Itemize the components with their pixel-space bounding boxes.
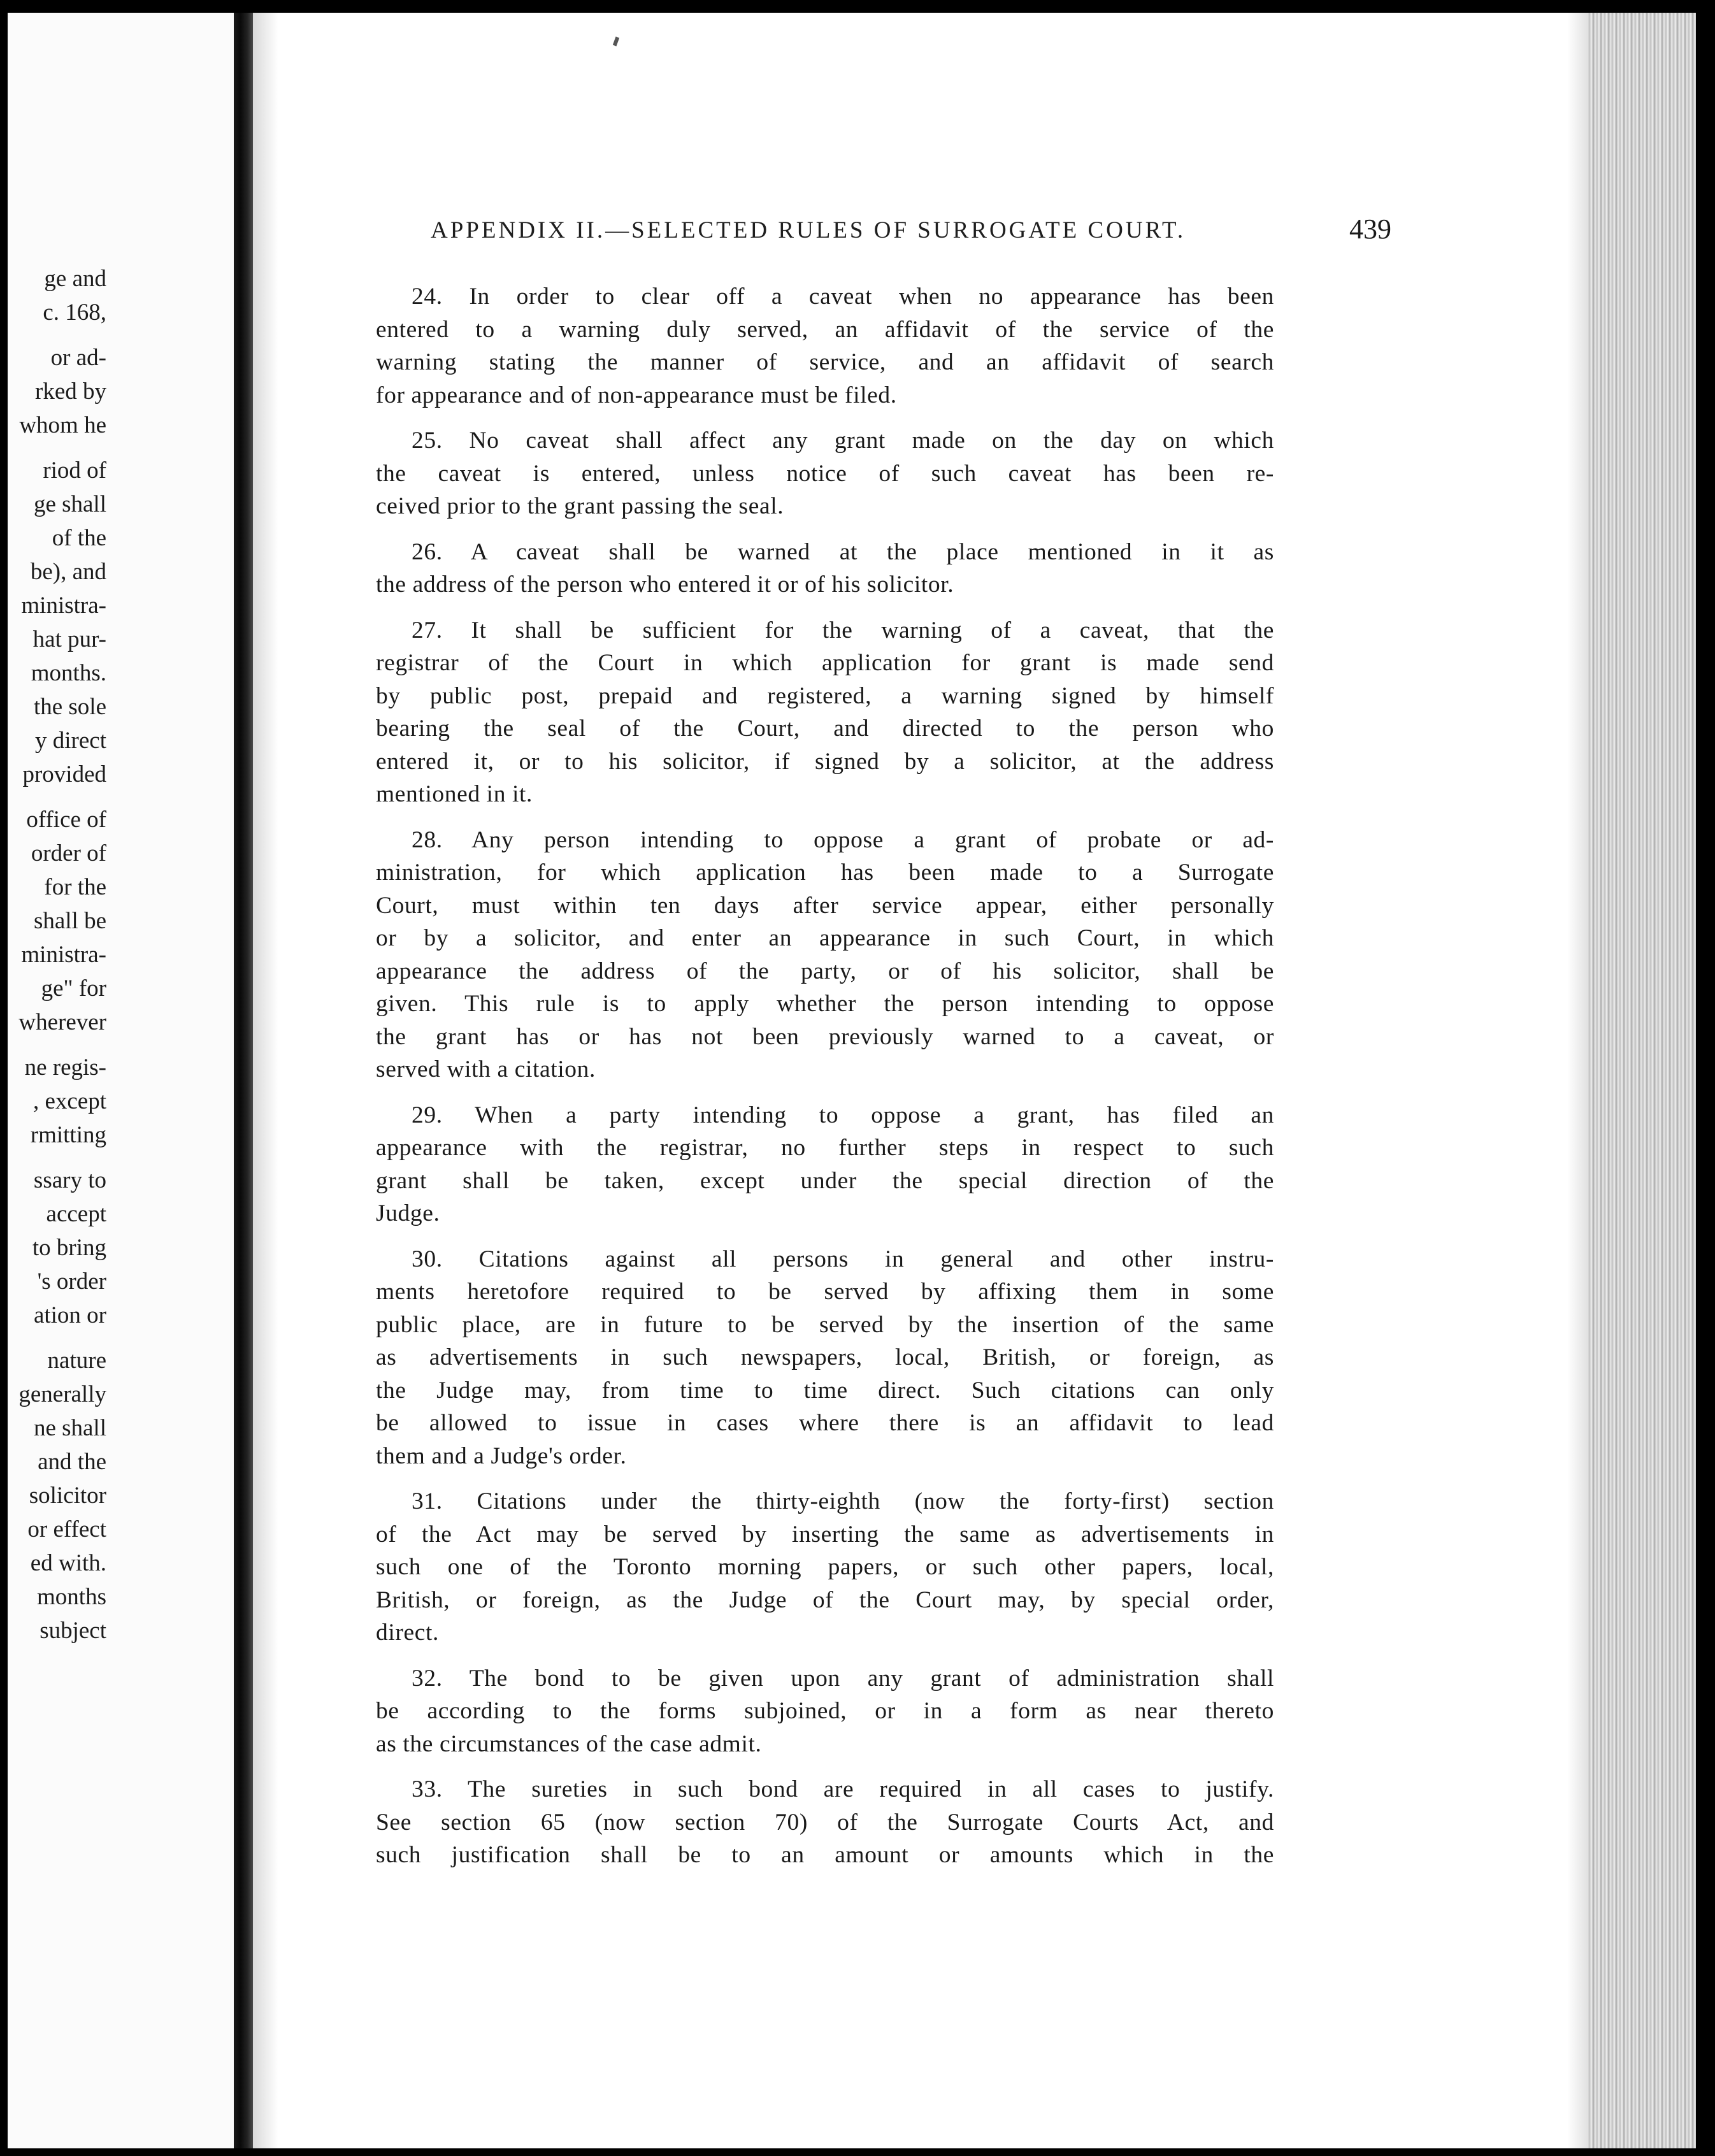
facing-page-fragment: order of	[31, 840, 106, 866]
text-line: the grant has or has not been previously warned to a caveat, or	[376, 1023, 1274, 1050]
text-line: them and a Judge's order.	[376, 1442, 627, 1469]
facing-page-fragment: or ad-	[50, 345, 106, 371]
text-line: 27. It shall be sufficient for the warning of a caveat, that the	[412, 617, 1274, 643]
facing-page-fragment: ed with.	[30, 1550, 106, 1576]
facing-page-fragment: y direct	[35, 728, 106, 754]
text-line: grant shall be taken, except under the special direction of the	[376, 1167, 1274, 1194]
facing-page-fragment: and the	[38, 1449, 106, 1475]
text-line: such one of the Toronto morning papers, or such other papers, local,	[376, 1554, 1274, 1580]
facing-page-fragment: whom he	[19, 412, 106, 438]
text-line: be allowed to issue in cases where there is an affidavit to lead	[376, 1410, 1274, 1436]
facing-page-fragment: of the	[52, 525, 106, 551]
text-line: British, or foreign, as the Judge of the Court may, by special order,	[376, 1586, 1274, 1613]
paragraph-rule-33	[376, 1773, 1274, 1872]
facing-page-fragment: accept	[46, 1201, 106, 1227]
paragraph-rule-24	[376, 280, 1274, 412]
facing-page-fragment: ge" for	[41, 975, 106, 1002]
facing-page-fragment: wherever	[18, 1009, 106, 1035]
facing-page-fragment: provided	[22, 761, 106, 787]
facing-page-fragment: months	[37, 1584, 106, 1610]
text-line: registrar of the Court in which application for grant is made send	[376, 650, 1274, 676]
facing-page-fragment: c. 168,	[43, 299, 106, 326]
text-line: public place, are in future to be served by the insertion of the same	[376, 1311, 1274, 1338]
text-line: the Judge may, from time to time direct. Such citations can only	[376, 1377, 1274, 1404]
facing-page-fragment: ne regis-	[24, 1054, 106, 1081]
paragraph-rule-28	[376, 824, 1274, 1086]
text-line: 25. No caveat shall affect any grant made on the day on which	[412, 428, 1274, 454]
facing-page-fragment: ministra-	[21, 593, 106, 619]
text-line: of the Act may be served by inserting the same as advertisements in	[376, 1521, 1274, 1548]
text-line: or by a solicitor, and enter an appearance in such Court, in which	[376, 925, 1274, 951]
book-gutter	[234, 13, 253, 2148]
text-line: the caveat is entered, unless notice of such caveat has been re-	[376, 460, 1274, 487]
facing-page-fragment: riod of	[43, 457, 106, 484]
text-line: mentioned in it.	[376, 781, 533, 807]
text-line: Court, must within ten days after service appear, either personally	[376, 892, 1274, 919]
paragraph-rule-29	[376, 1099, 1274, 1230]
text-line: as the circumstances of the case admit.	[376, 1730, 762, 1757]
facing-page-fragment: ge shall	[33, 491, 106, 517]
text-line: ments heretofore required to be served by affixing them in some	[376, 1279, 1274, 1305]
paragraph-rule-32	[376, 1662, 1274, 1761]
text-line: given. This rule is to apply whether the person intending to oppose	[376, 991, 1274, 1017]
page-edge-shadow	[1567, 13, 1589, 2148]
paragraph-rule-25	[376, 424, 1274, 523]
text-line: ministration, for which application has been made to a Surrogate	[376, 859, 1274, 886]
facing-page-fragment: office of	[26, 807, 106, 833]
facing-page-fragment: for the	[44, 874, 106, 900]
running-header: APPENDIX II.—SELECTED RULES OF SURROGATE COURT.	[431, 217, 1186, 243]
facing-page-fragment: or effect	[27, 1516, 106, 1542]
facing-page-fragment: nature	[47, 1348, 106, 1374]
facing-page-fragment: solicitor	[29, 1483, 106, 1509]
facing-page-fragment: ation or	[33, 1302, 106, 1328]
text-line: entered to a warning duly served, an affidavit of the service of the	[376, 316, 1274, 343]
text-line: direct.	[376, 1620, 439, 1646]
facing-page-fragment: ssary to	[33, 1167, 106, 1193]
text-line: the address of the person who entered it or of his solicitor.	[376, 571, 954, 598]
text-line: 26. A caveat shall be warned at the place mentioned in it as	[412, 538, 1274, 565]
text-line: 30. Citations against all persons in general and other instru-	[412, 1246, 1274, 1272]
text-line: 31. Citations under the thirty-eighth (now the forty-first) section	[412, 1488, 1274, 1514]
text-line: ceived prior to the grant passing the seal.	[376, 493, 784, 519]
paragraph-rule-30	[376, 1243, 1274, 1473]
facing-page-fragment: generally	[18, 1381, 106, 1407]
text-line: See section 65 (now section 70) of the Surrogate Courts Act, and	[376, 1809, 1274, 1836]
text-line: 32. The bond to be given upon any grant of administration shall	[412, 1665, 1274, 1692]
text-line: Judge.	[376, 1200, 440, 1226]
paragraph-rule-26	[376, 536, 1274, 601]
facing-page-fragment: months.	[31, 660, 106, 686]
text-line: appearance with the registrar, no further steps in respect to such	[376, 1135, 1274, 1161]
facing-page-fragment: rmitting	[30, 1122, 106, 1148]
text-line: bearing the seal of the Court, and directed to the person who	[376, 715, 1274, 742]
text-line: appearance the address of the party, or of his solicitor, shall be	[376, 958, 1274, 984]
facing-page-fragment: hat pur-	[32, 626, 106, 652]
facing-page-fragment: rked by	[35, 378, 106, 405]
text-line: entered it, or to his solicitor, if signed by a solicitor, at the address	[376, 748, 1274, 775]
text-line: 28. Any person intending to oppose a grant of probate or ad-	[412, 826, 1274, 853]
facing-page-fragment: the sole	[33, 694, 106, 720]
facing-page-fragment: ministra-	[21, 942, 106, 968]
text-line: 29. When a party intending to oppose a grant, has filed an	[412, 1102, 1274, 1128]
facing-page-fragment: ne shall	[33, 1415, 106, 1441]
facing-page-fragment: subject	[39, 1618, 106, 1644]
book-page-edges	[1588, 13, 1696, 2148]
text-line: 33. The sureties in such bond are required in all cases to justify.	[412, 1776, 1274, 1802]
stray-ink-mark	[613, 36, 619, 46]
text-line: warning stating the manner of service, and an affidavit of search	[376, 349, 1274, 375]
facing-page-fragment: be), and	[30, 559, 106, 585]
facing-page-fragment: , except	[32, 1088, 106, 1114]
facing-page-fragment: shall be	[33, 908, 106, 934]
facing-page-fragment: 's order	[37, 1268, 106, 1295]
scan-border-left	[0, 0, 8, 2156]
scan-border-top	[0, 0, 1715, 13]
scan-border-right	[1696, 0, 1715, 2156]
text-line: as advertisements in such newspapers, local, British, or foreign, as	[376, 1344, 1274, 1370]
paragraph-rule-27	[376, 614, 1274, 811]
scan-border-bottom	[0, 2148, 1715, 2156]
text-line: 24. In order to clear off a caveat when no appearance has been	[412, 284, 1274, 310]
page-body-text	[376, 280, 1274, 1885]
text-line: by public post, prepaid and registered, a warning signed by himself	[376, 682, 1274, 709]
gutter-shadow	[253, 13, 278, 2148]
text-line: served with a citation.	[376, 1056, 596, 1082]
paragraph-rule-31	[376, 1485, 1274, 1649]
text-line: such justification shall be to an amount or amounts which in the	[376, 1842, 1274, 1868]
text-line: for appearance and of non-appearance must be filed.	[376, 382, 897, 408]
text-line: be according to the forms subjoined, or in a form as near thereto	[376, 1698, 1274, 1724]
facing-page-fragment: ge and	[44, 266, 106, 292]
facing-page-fragment: to bring	[32, 1235, 106, 1261]
page-number: 439	[1349, 213, 1391, 245]
